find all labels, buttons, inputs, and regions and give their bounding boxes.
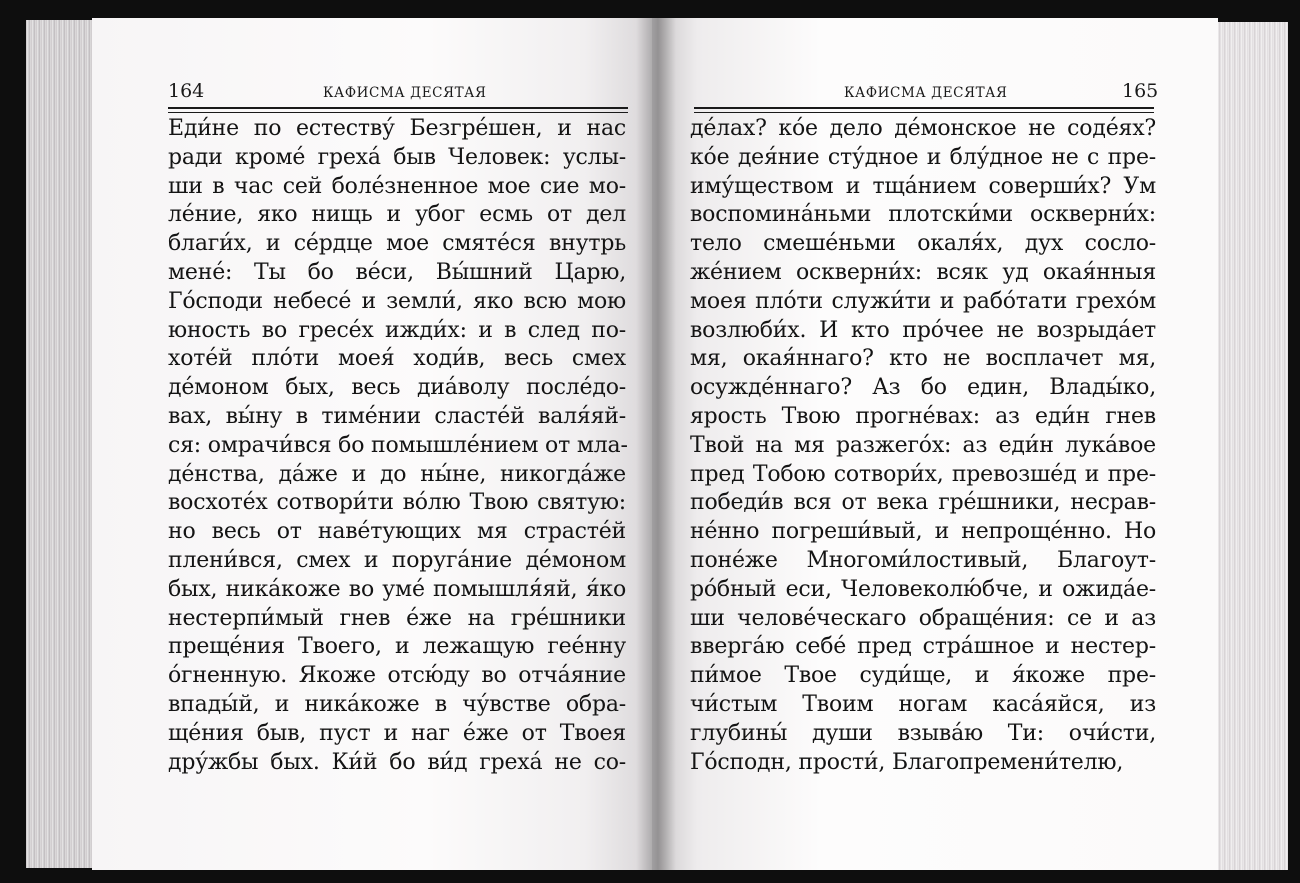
text-line: ро́бный еси, Человеколю́бче, и ожида́е- bbox=[690, 576, 1156, 602]
text-line: но весь от наве́тующих мя страсте́й bbox=[168, 519, 626, 545]
text-line: чи́стым Твоим ногам каса́яйся, из bbox=[690, 691, 1156, 717]
text-line: о́гненную. Якоже отсю́ду во отча́яние bbox=[168, 663, 626, 689]
text-line: впады́й, и ника́коже в чу́встве обра- bbox=[168, 691, 626, 717]
text-line: дру́жбы бых. Ки́й бо ви́д греха́ не со- bbox=[168, 749, 626, 775]
text-line: де́моном бых, весь диа́волу после́до- bbox=[168, 375, 626, 401]
text-line: пред Тобою сотвори́х, превозше́д и пре- bbox=[690, 461, 1156, 487]
text-line: преще́ния Твоего, и лежащую гее́нну bbox=[168, 634, 626, 660]
text-line: де́лах? ко́е дело де́монское не соде́ях? bbox=[690, 116, 1156, 141]
text-line: ради кроме́ греха́ быв Человек: услы- bbox=[168, 144, 626, 170]
text-line: ярость Твою прогне́вах: аз еди́н гнев bbox=[690, 403, 1156, 429]
text-line: возлюби́х. И кто про́чее не возрыда́ет bbox=[690, 317, 1156, 343]
text-line: юность во гресе́х ижди́х: и в след по- bbox=[168, 317, 626, 343]
text-line: Твой на мя разжего́х: аз еди́н лука́вое bbox=[690, 432, 1156, 458]
right-page-text bbox=[690, 115, 1156, 777]
text-line: Го́сподн, прости́, Благопремени́телю, bbox=[690, 749, 1124, 775]
text-line: ши челове́ческаго обраще́ния: се и аз bbox=[690, 605, 1156, 631]
right-page-edges bbox=[1208, 22, 1288, 870]
text-line: глубины́ души взыва́ю Ти: очи́сти, bbox=[690, 720, 1156, 746]
text-line: воспомина́ньми плотски́ми оскверни́х: bbox=[690, 202, 1156, 228]
text-line: плени́вся, смех и поруга́ние де́моном bbox=[168, 547, 626, 573]
header-rule bbox=[694, 107, 1154, 113]
text-line: Го́споди небесе́ и земли́, яко всю мою bbox=[168, 288, 626, 314]
text-line: де́нства, да́же и до ны́не, никогда́же bbox=[168, 461, 626, 487]
text-line: победи́в вся от века гре́шники, несрав- bbox=[690, 490, 1156, 516]
text-line: тело смеше́ньми окаля́х, дух сосло- bbox=[690, 231, 1156, 257]
left-page bbox=[92, 18, 652, 870]
left-page-header bbox=[168, 76, 628, 106]
text-line: Еди́не по естеству́ Безгре́шен, и нас bbox=[168, 116, 626, 141]
text-line: поне́же Многоми́лостивый, Благоут- bbox=[690, 547, 1156, 573]
text-line: ся: омрачи́вся бо помышле́нием от мла- bbox=[168, 432, 628, 458]
text-line: же́нием оскверни́х: всяк уд окая́нныя bbox=[690, 259, 1156, 285]
right-page bbox=[652, 18, 1218, 870]
text-line: пи́мое Твое суди́ще, и я́коже пре- bbox=[690, 663, 1156, 689]
text-line: нестерпи́мый гнев е́же на гре́шники bbox=[168, 605, 626, 631]
text-line: не́нно погреши́вый, и непроще́нно. Но bbox=[690, 519, 1156, 545]
text-line: хоте́й пло́ти моея́ ходи́в, весь смех bbox=[168, 346, 626, 372]
text-line: ши в час сей боле́зненное мое сие мо- bbox=[168, 173, 626, 199]
text-line: вверга́ю себе́ пред стра́шное и нестер- bbox=[690, 634, 1156, 660]
header-rule bbox=[168, 107, 628, 113]
text-line: иму́ществом и тща́нием соверши́х? Ум bbox=[690, 173, 1156, 199]
text-line: восхоте́х сотвори́ти во́лю Твою святую: bbox=[168, 490, 626, 516]
text-line: благи́х, и се́рдце мое смяте́ся внутрь bbox=[168, 231, 626, 257]
text-line: бых, ника́коже во уме́ помышля́яй, я́ко bbox=[168, 576, 626, 602]
text-line: ще́ния быв, пуст и наг е́же от Твоея bbox=[168, 720, 626, 746]
page-number: 164 bbox=[168, 80, 205, 102]
text-line: ле́ние, яко нищь и убог есмь от дел bbox=[168, 202, 626, 228]
text-line: мя, окая́ннаго? кто не восплачет мя, bbox=[690, 346, 1156, 372]
left-page-text bbox=[168, 115, 626, 777]
text-line: моея пло́ти служи́ти и рабо́тати грехо́м bbox=[690, 288, 1156, 314]
running-head: КАФИСМА ДЕСЯТАЯ bbox=[844, 85, 1008, 101]
running-head: КАФИСМА ДЕСЯТАЯ bbox=[323, 85, 487, 101]
text-line: осужде́ннаго? Аз бо един, Влады́ко, bbox=[690, 375, 1156, 401]
text-line: вах, вы́ну в тиме́нии сласте́й валя́яй- bbox=[168, 403, 626, 429]
text-line: мене́: Ты бо ве́си, Вы́шний Царю, bbox=[168, 259, 626, 285]
text-line: ко́е дея́ние сту́дное и блу́дное не с пре- bbox=[690, 144, 1156, 170]
right-page-header bbox=[694, 76, 1159, 106]
page-number: 165 bbox=[1122, 80, 1159, 102]
